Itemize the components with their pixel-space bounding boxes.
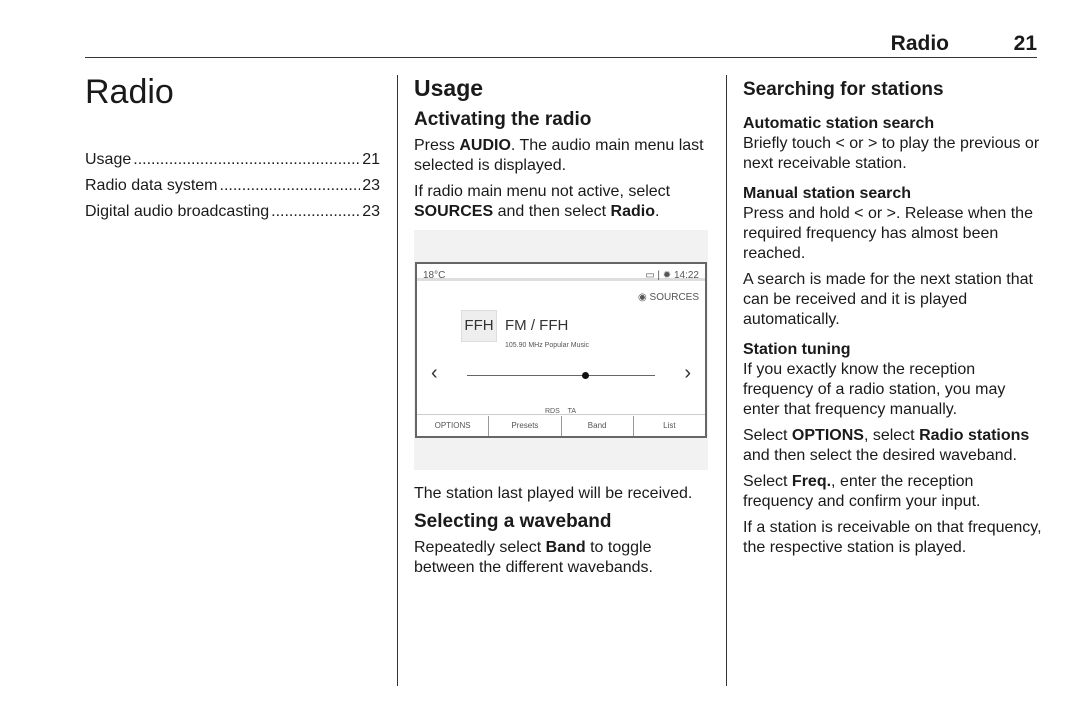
options-button[interactable]: OPTIONS [417,416,489,436]
paragraph: Repeatedly select Band to toggle between the different wavebands. [414,539,653,576]
toc-entry[interactable] [85,202,380,222]
toc-page: 21 [362,151,380,168]
paragraph: If a station is receivable on that frequency, the respective station is played. [743,519,1042,556]
list-button[interactable]: List [663,420,676,430]
table-of-contents [85,150,380,222]
column-divider [726,75,727,686]
tuner-knob[interactable] [582,372,589,379]
temperature: 18°C [423,270,446,281]
toc-label: Usage [85,151,132,168]
presets-button[interactable]: Presets [489,416,561,436]
column-divider [397,75,398,686]
heading-usage: Usage [414,75,484,101]
toc-entry[interactable] [85,150,380,170]
heading-station-tuning: Station tuning [743,341,851,358]
clock: 14:22 [673,270,699,281]
radio-screen [415,262,707,438]
station-name: FM / FFH [505,317,569,334]
paragraph: Select OPTIONS, select Radio stations and then select the desired waveband. [743,427,1030,464]
toc-label: Digital audio broadcasting [85,203,270,220]
phone-icon: ▭ | ✹ [645,270,674,281]
paragraph: Select Freq., enter the reception frequency and confirm your input. [743,473,981,510]
chevron-right-icon[interactable]: › [684,362,691,384]
toc-page: 23 [362,203,380,220]
column-1 [85,72,380,228]
station-info: 105.90 MHz Popular Music [505,342,590,349]
screen-button-bar [417,414,705,436]
chapter-title: Radio [85,73,174,111]
heading-manual-search: Manual station search [743,185,912,202]
heading-waveband: Selecting a waveband [414,511,612,532]
toc-entry[interactable] [85,176,380,196]
toc-page: 23 [362,177,380,194]
page-number: 21 [1013,32,1037,55]
heading-searching: Searching for stations [743,79,944,100]
paragraph: A search is made for the next station that can be received and it is played automatically. [743,271,1033,328]
header-section: Radio [890,32,949,55]
heading-auto-search: Automatic station search [743,115,935,132]
paragraph: Press and hold < or >. Release when the required frequency has almost been reached. [743,205,1033,262]
ta-label: TA [567,408,576,415]
paragraph: If radio main menu not active, select SOURCES and then select Radio. [414,183,671,220]
sources-button[interactable]: ◉ SOURCES [638,292,699,303]
toc-label: Radio data system [85,177,218,194]
paragraph: Press AUDIO. The audio main menu last selected is displayed. [414,137,704,174]
column-3 [743,74,1043,564]
column-2 [414,74,710,584]
page-header [85,30,1037,58]
paragraph: The station last played will be received. [414,485,693,502]
tuner-slider[interactable] [467,375,655,376]
paragraph: Briefly touch < or > to play the previous or next receivable station. [743,135,1040,172]
rds-label: RDS [545,408,560,415]
chevron-left-icon[interactable]: ‹ [431,362,438,384]
station-logo: FFH [461,310,497,342]
radio-screen-figure [414,230,708,470]
band-button[interactable]: Band [562,416,634,436]
paragraph: If you exactly know the reception frequency of a radio station, you may enter that frequency manually. [743,361,1006,418]
heading-activating: Activating the radio [414,109,592,130]
